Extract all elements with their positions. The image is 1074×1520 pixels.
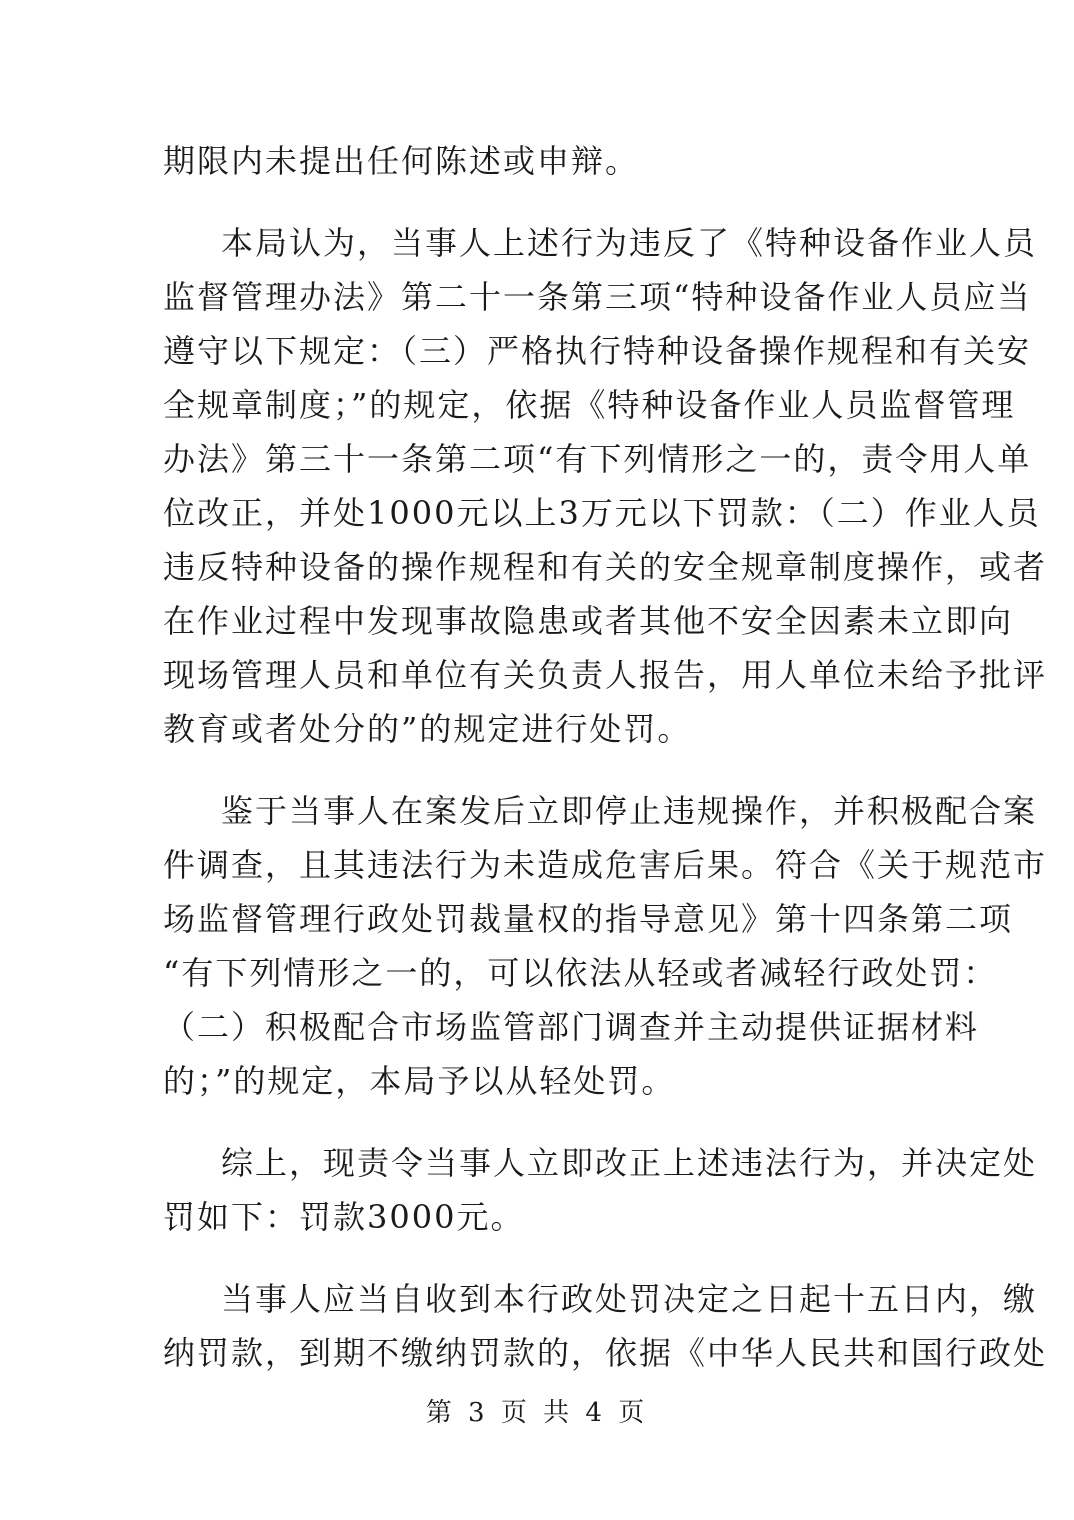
text-line: 在作业过程中发现事故隐患或者其他不安全因素未立即向 (163, 602, 1014, 640)
text-line: 的；”的规定，本局予以从轻处罚。 (163, 1062, 676, 1100)
text-line: 全规章制度；”的规定，依据《特种设备作业人员监督管理 (163, 386, 1016, 424)
text-line: 现场管理人员和单位有关负责人报告，用人单位未给予批评 (163, 656, 1048, 694)
paragraph-lenient-basis (163, 784, 1048, 1108)
text-line: （二）积极配合市场监管部门调查并主动提供证据材料 (163, 1008, 980, 1046)
text-line: “有下列情形之一的，可以依法从轻或者减轻行政处罚： (163, 954, 998, 992)
paragraph-penalty-decision (163, 1136, 1038, 1244)
text-line: 位改正，并处1000元以上3万元以下罚款：（二）作业人员 (163, 494, 1041, 532)
paragraph-violation-finding (163, 216, 1048, 756)
text-line: 遵守以下规定：（三）严格执行特种设备操作规程和有关安 (163, 332, 1032, 370)
paragraph-statement-period (163, 134, 923, 188)
text-line: 件调查，且其违法行为未造成危害后果。符合《关于规范市 (163, 846, 1048, 884)
text-line: 罚如下：罚款3000元。 (163, 1198, 525, 1236)
text-line: 监督管理办法》第二十一条第三项“特种设备作业人员应当 (163, 278, 1032, 316)
text-line: 场监督管理行政处罚裁量权的指导意见》第十四条第二项 (163, 900, 1014, 938)
text-line: 办法》第三十一条第二项“有下列情形之一的，责令用人单 (163, 440, 1032, 478)
text-line: 当事人应当自收到本行政处罚决定之日起十五日内，缴 (221, 1280, 1038, 1318)
text-line: 本局认为，当事人上述行为违反了《特种设备作业人员 (221, 224, 1038, 262)
paragraph-payment-deadline (163, 1272, 1048, 1380)
text-line: 期限内未提出任何陈述或申辩。 (163, 142, 640, 180)
text-line: 教育或者处分的”的规定进行处罚。 (163, 710, 692, 748)
text-line: 鉴于当事人在案发后立即停止违规操作，并积极配合案 (221, 792, 1038, 830)
page-number: 第 3 页 共 4 页 (425, 1398, 649, 1428)
text-line: 违反特种设备的操作规程和有关的安全规章制度操作，或者 (163, 548, 1048, 586)
document-body (163, 134, 1048, 1408)
text-line: 综上，现责令当事人立即改正上述违法行为，并决定处 (221, 1144, 1038, 1182)
text-line: 纳罚款，到期不缴纳罚款的，依据《中华人民共和国行政处 (163, 1334, 1048, 1372)
